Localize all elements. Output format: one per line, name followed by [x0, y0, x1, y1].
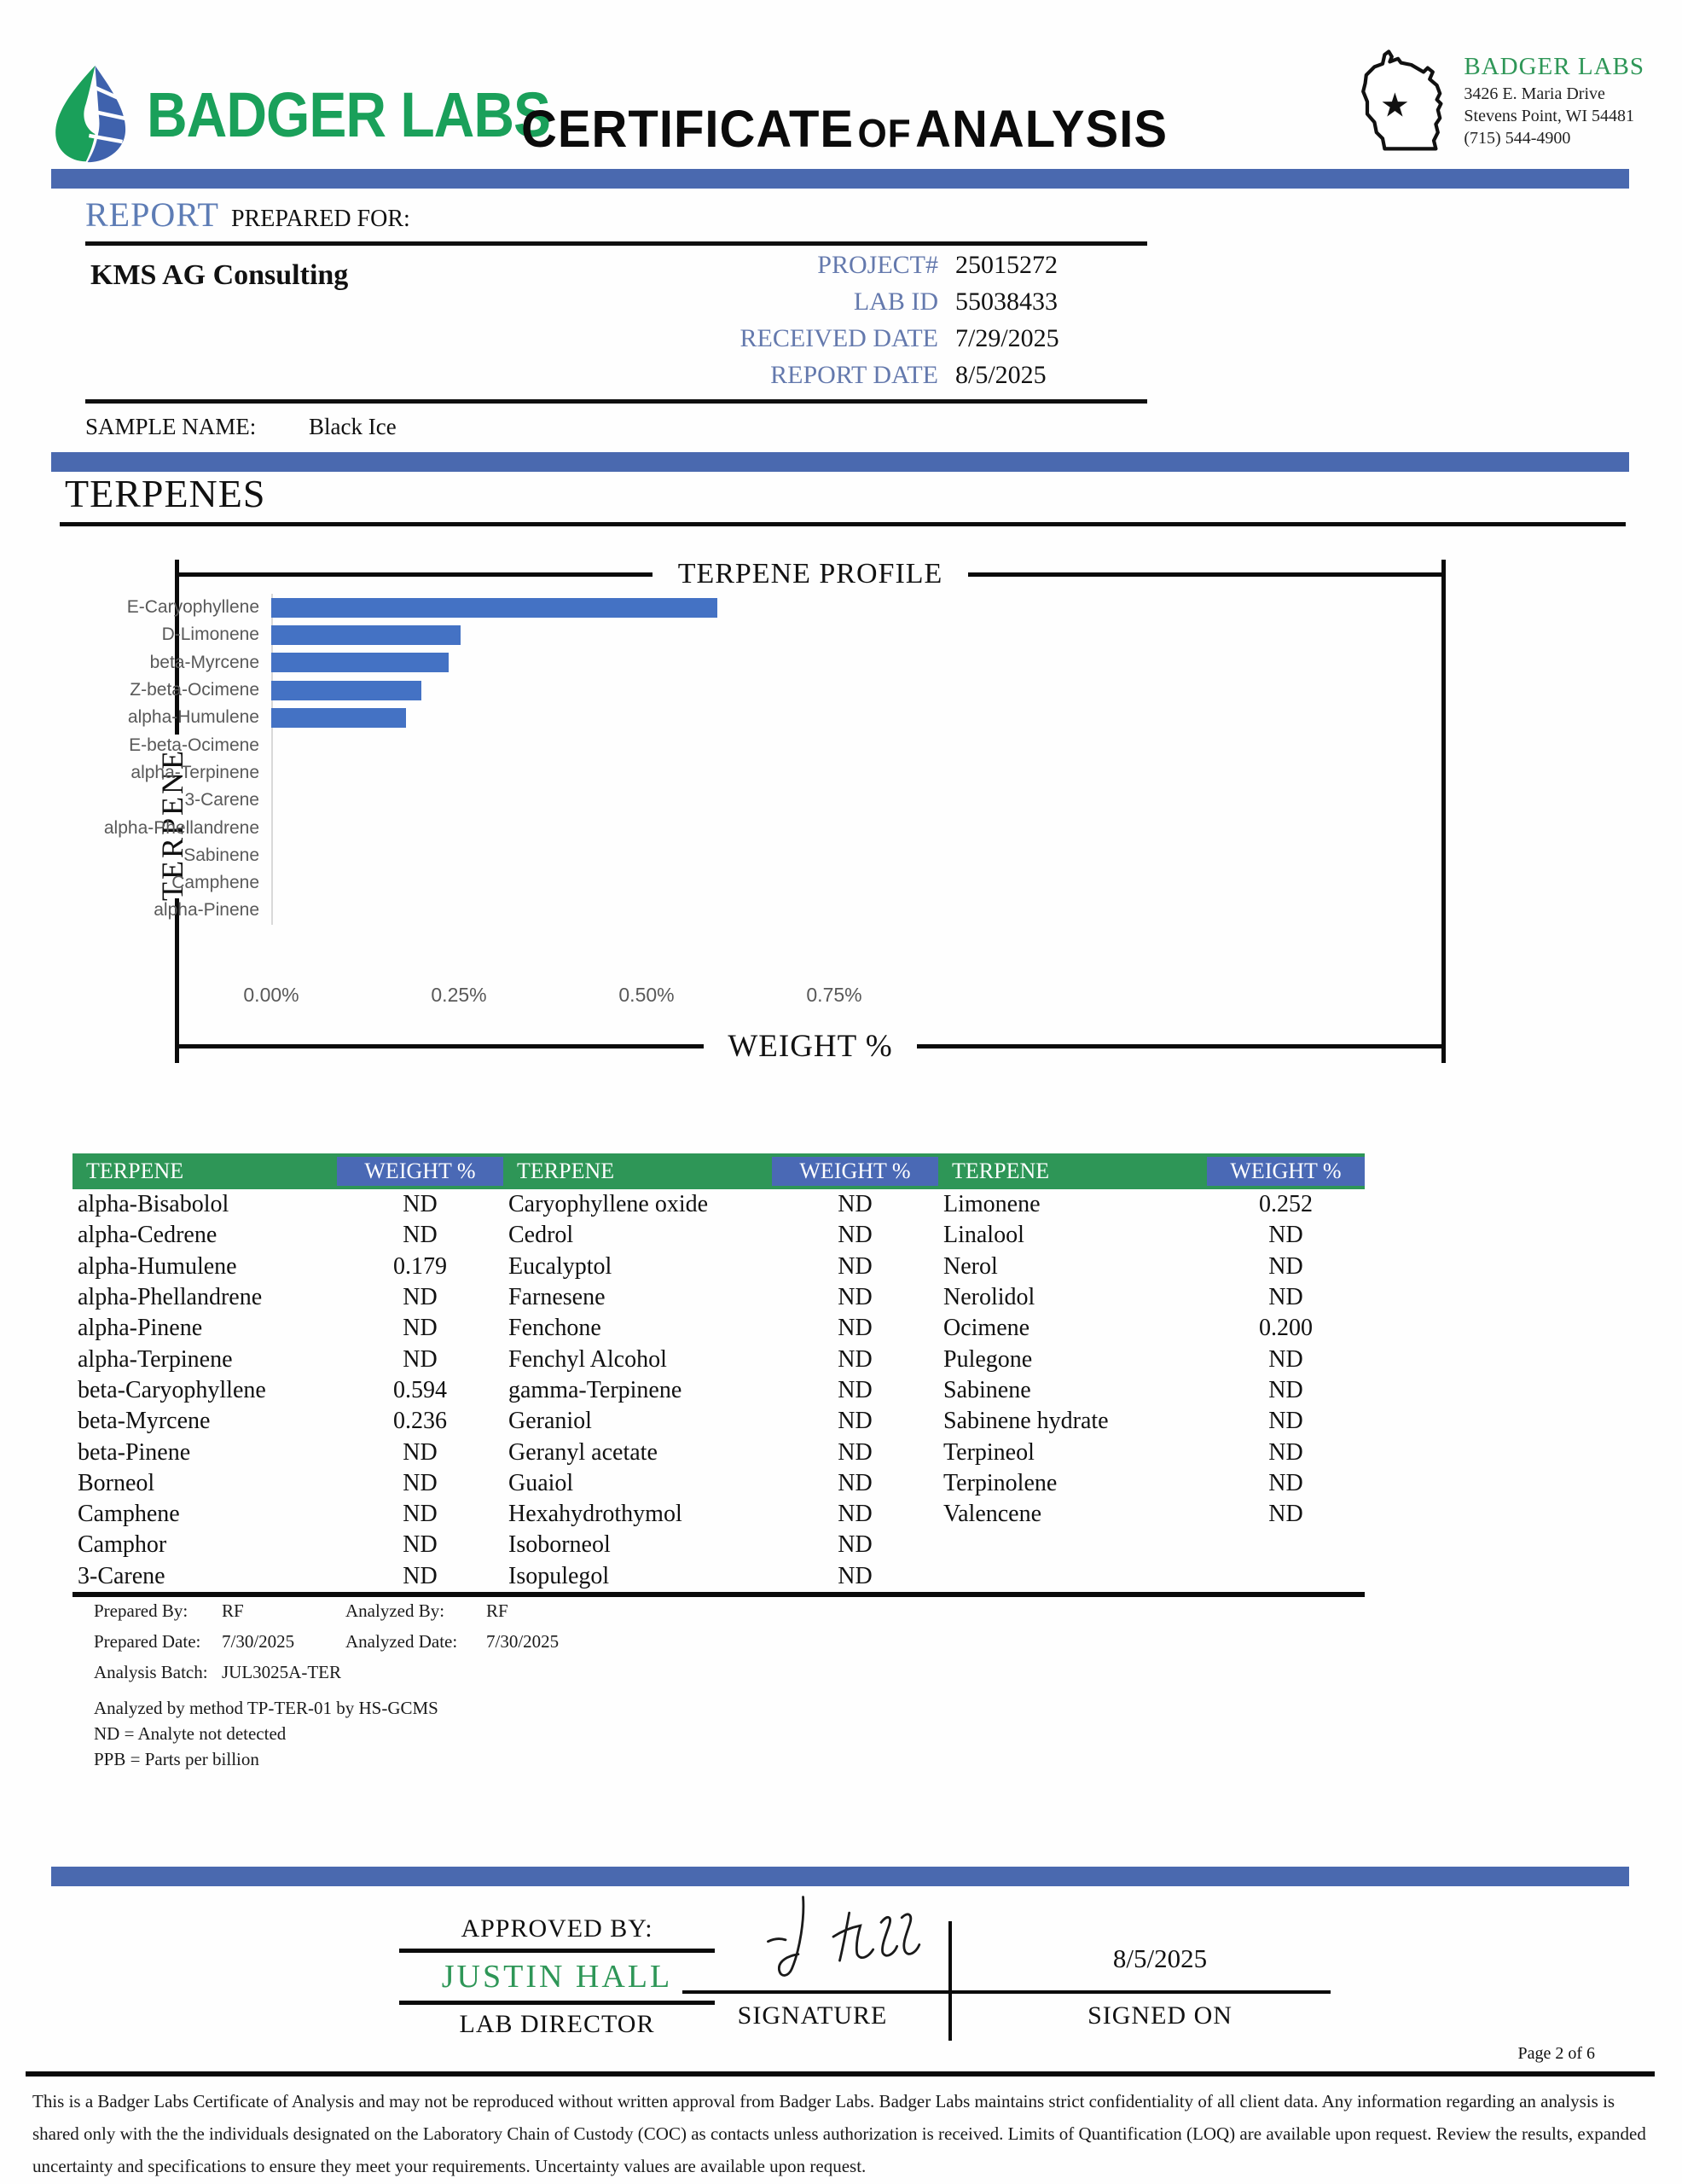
terpene-name-cell: gamma-Terpinene	[508, 1376, 682, 1403]
terpene-value-cell: ND	[838, 1284, 873, 1311]
terpene-value-cell: 0.594	[393, 1376, 447, 1403]
terpene-value-cell: ND	[1268, 1222, 1303, 1249]
table-header-terpene: TERPENE	[517, 1159, 615, 1183]
report-field-value: 8/5/2025	[955, 361, 1047, 389]
lab-address-line2: Stevens Point, WI 54481	[1464, 107, 1635, 125]
x-tick-label: 0.50%	[618, 984, 675, 1006]
approver-title: LAB DIRECTOR	[459, 2010, 655, 2038]
terpene-name-cell: Fenchone	[508, 1315, 601, 1342]
terpene-value-cell: 0.200	[1259, 1315, 1313, 1342]
report-field-row	[648, 251, 1147, 288]
terpene-value-cell: ND	[403, 1438, 438, 1466]
table-row	[72, 1406, 1365, 1437]
terpene-name-cell: alpha-Pinene	[78, 1315, 203, 1342]
terpene-value-cell: ND	[1268, 1501, 1303, 1528]
table-row	[72, 1468, 1365, 1499]
chart-bar	[271, 681, 421, 700]
terpene-name-cell: Geranyl acetate	[508, 1438, 658, 1466]
terpene-name-cell: Caryophyllene oxide	[508, 1191, 709, 1218]
chart-bar	[271, 625, 461, 645]
chart-category-label: alpha-Humulene	[127, 707, 259, 728]
chart-x-axis-ticks	[243, 984, 1124, 1009]
terpene-name-cell: Terpineol	[943, 1438, 1035, 1466]
disclaimer-text: This is a Badger Labs Certificate of Analysis and may not be reproduced without written approval from Badger Labs. Badger Labs maintains strict confidentiality of all client data. Any information regarding an analysis is shared only with the the individuals designated on the Laboratory Chain of Custody (COC) as contacts unless authorization is received. Limits of Quantification (LOQ) are available upon request. Review the results, expanded uncertainty and specifications to ensure they meet your requirements. Uncertainty values are available upon request.	[32, 2091, 1646, 2176]
section-title: TERPENES	[65, 472, 266, 515]
prepared-by-value: RF	[222, 1600, 244, 1621]
terpene-value-cell: ND	[1268, 1376, 1303, 1403]
signed-on-label: SIGNED ON	[1088, 2001, 1232, 2030]
nd-note: ND = Analyte not detected	[94, 1723, 287, 1744]
terpene-profile-chart	[103, 553, 1446, 1065]
chart-row	[127, 704, 1279, 731]
terpene-name-cell: alpha-Humulene	[78, 1252, 237, 1280]
terpene-value-cell: ND	[838, 1315, 873, 1342]
terpene-value-cell: ND	[838, 1531, 873, 1559]
chart-title: TERPENE PROFILE	[677, 558, 943, 590]
report-field-label: RECEIVED DATE	[740, 324, 938, 352]
analyzed-date-value: 7/30/2025	[486, 1631, 560, 1652]
chart-right-border	[1441, 560, 1446, 1063]
chart-category-label: Camphene	[171, 873, 259, 893]
terpene-name-cell: Nerol	[943, 1252, 998, 1280]
table-bottom-border	[72, 1592, 1365, 1597]
report-field-label: LAB ID	[853, 288, 938, 316]
table-header-terpene: TERPENE	[952, 1159, 1050, 1183]
table-header-weight: WEIGHT %	[772, 1157, 938, 1186]
table-header-terpene: TERPENE	[86, 1159, 184, 1183]
terpene-name-cell: Borneol	[78, 1469, 155, 1496]
section-divider-band	[51, 452, 1629, 472]
terpene-value-cell: ND	[403, 1345, 438, 1373]
wisconsin-map-icon	[1351, 44, 1455, 157]
sample-name-label: SAMPLE NAME:	[85, 414, 257, 439]
report-field-row	[648, 288, 1147, 324]
page-number: Page 2 of 6	[1517, 2044, 1595, 2063]
chart-category-label: Z-beta-Ocimene	[130, 680, 259, 700]
terpene-value-cell: 0.179	[393, 1252, 447, 1280]
chart-row	[161, 621, 1279, 648]
terpene-name-cell: Hexahydrothymol	[508, 1501, 682, 1528]
terpene-value-cell: ND	[403, 1501, 438, 1528]
terpene-results-table	[72, 1153, 1365, 1597]
lab-address-line1: 3426 E. Maria Drive	[1464, 84, 1605, 103]
terpene-value-cell: ND	[838, 1501, 873, 1528]
chart-category-label: D-Limonene	[161, 624, 259, 645]
report-info-section	[85, 195, 1147, 440]
title-word-of: OF	[857, 112, 912, 156]
terpene-value-cell: ND	[1268, 1345, 1303, 1373]
terpene-value-cell: ND	[1268, 1284, 1303, 1311]
chart-category-label: alpha-Pinene	[154, 900, 259, 921]
table-row	[72, 1282, 1365, 1313]
chart-category-label: alpha-Phellandrene	[103, 817, 259, 838]
report-field-row	[648, 324, 1147, 361]
leaf-logo-icon	[49, 61, 133, 167]
chart-category-label: alpha-Terpinene	[130, 762, 259, 782]
x-tick-label: 0.75%	[806, 984, 862, 1006]
client-name: KMS AG Consulting	[90, 259, 349, 291]
chart-row	[130, 759, 1279, 787]
terpene-name-cell: Nerolidol	[943, 1284, 1035, 1311]
report-field-label: PROJECT#	[817, 251, 938, 279]
analysis-batch-label: Analysis Batch:	[94, 1662, 208, 1682]
terpene-name-cell: Valencene	[943, 1501, 1042, 1528]
analyzed-by-value: RF	[486, 1600, 508, 1621]
terpene-name-cell: Isopulegol	[508, 1562, 610, 1589]
terpene-value-cell: ND	[838, 1345, 873, 1373]
chart-category-label: Sabinene	[183, 845, 259, 865]
terpene-value-cell: ND	[403, 1531, 438, 1559]
terpene-name-cell: Guaiol	[508, 1469, 574, 1496]
table-row	[72, 1499, 1365, 1530]
terpene-name-cell: 3-Carene	[78, 1562, 165, 1589]
title-word-analysis: ANALYSIS	[915, 100, 1169, 159]
terpene-name-cell: Camphor	[78, 1531, 167, 1559]
terpene-name-cell: Eucalyptol	[508, 1252, 612, 1280]
terpene-name-cell: Fenchyl Alcohol	[508, 1345, 667, 1373]
chart-row	[154, 897, 1279, 924]
report-heading	[85, 195, 1147, 246]
terpene-value-cell: ND	[838, 1191, 873, 1218]
chart-top-border	[175, 558, 1446, 590]
chart-x-axis-label: WEIGHT %	[728, 1029, 893, 1064]
approver-name: JUSTIN HALL	[441, 1959, 673, 1995]
sample-name-row	[85, 414, 1147, 440]
prepared-date-label: Prepared Date:	[94, 1631, 201, 1652]
signature-image	[721, 1891, 994, 1986]
report-field-value: 7/29/2025	[955, 324, 1059, 352]
terpene-value-cell: ND	[838, 1469, 873, 1496]
section-title-underline	[60, 522, 1626, 526]
terpene-value-cell: 0.252	[1259, 1191, 1313, 1218]
terpene-value-cell: 0.236	[393, 1408, 447, 1435]
lab-phone: (715) 544-4900	[1464, 129, 1571, 148]
report-heading-rest: PREPARED FOR:	[230, 206, 410, 232]
terpene-value-cell: ND	[838, 1222, 873, 1249]
terpene-value-cell: ND	[838, 1408, 873, 1435]
chart-y-axis-label: TERPENE	[155, 748, 189, 901]
table-row	[72, 1437, 1365, 1467]
table-row	[72, 1313, 1365, 1344]
signature-line	[682, 1990, 1331, 1994]
approved-by-block	[399, 1914, 715, 2039]
terpene-name-cell: beta-Pinene	[78, 1438, 191, 1466]
terpene-name-cell: Sabinene	[943, 1376, 1031, 1403]
terpene-name-cell: Cedrol	[508, 1222, 574, 1249]
chart-row	[126, 594, 1279, 621]
x-tick-label: 0.25%	[431, 984, 487, 1006]
terpene-value-cell: ND	[403, 1191, 438, 1218]
terpene-name-cell: beta-Myrcene	[78, 1408, 211, 1435]
terpene-name-cell: alpha-Cedrene	[78, 1222, 218, 1249]
signature-divider	[948, 1921, 952, 2041]
title-word-certificate: CERTIFICATE	[520, 100, 855, 159]
terpene-value-cell: ND	[403, 1562, 438, 1589]
method-note: Analyzed by method TP-TER-01 by HS-GCMS	[94, 1698, 438, 1718]
report-heading-main: REPORT	[85, 195, 219, 234]
analysis-notes	[94, 1600, 657, 1772]
table-header-weight: WEIGHT %	[1207, 1157, 1365, 1186]
table-row	[72, 1530, 1365, 1560]
signature-label: SIGNATURE	[737, 2001, 888, 2030]
chart-bar	[271, 598, 717, 618]
terpene-name-cell: Terpinolene	[943, 1469, 1058, 1496]
logo-brand-text: BADGER LABS	[147, 78, 551, 150]
terpene-name-cell: Sabinene hydrate	[943, 1408, 1109, 1435]
prepared-date-value: 7/30/2025	[222, 1631, 295, 1652]
terpene-name-cell: alpha-Phellandrene	[78, 1284, 263, 1311]
terpene-name-cell: Farnesene	[508, 1284, 606, 1311]
terpene-name-cell: Camphene	[78, 1501, 180, 1528]
table-row	[72, 1344, 1365, 1374]
x-tick-label: 0.00%	[243, 984, 299, 1006]
terpene-value-cell: ND	[838, 1252, 873, 1280]
sample-name-value: Black Ice	[309, 414, 397, 439]
terpene-name-cell: Isoborneol	[508, 1531, 611, 1559]
chart-row	[184, 787, 1279, 814]
terpene-name-cell: beta-Caryophyllene	[78, 1376, 266, 1403]
report-field-label: REPORT DATE	[770, 361, 938, 389]
terpene-value-cell: ND	[838, 1438, 873, 1466]
chart-row	[129, 731, 1279, 758]
table-row	[72, 1220, 1365, 1251]
terpene-value-cell: ND	[403, 1469, 438, 1496]
lab-address-card	[1351, 44, 1644, 157]
chart-row	[171, 869, 1279, 897]
terpene-value-cell: ND	[403, 1315, 438, 1342]
terpene-value-cell: ND	[403, 1284, 438, 1311]
prepared-by-label: Prepared By:	[94, 1600, 188, 1621]
chart-row	[183, 842, 1279, 869]
page-title	[461, 99, 1228, 159]
chart-category-label: beta-Myrcene	[149, 652, 259, 672]
chart-row	[103, 814, 1279, 841]
header-divider-band	[51, 169, 1629, 189]
lab-name: BADGER LABS	[1464, 53, 1644, 80]
footer-rule	[26, 2071, 1655, 2077]
report-divider-line	[85, 399, 1147, 404]
ppb-note: PPB = Parts per billion	[94, 1749, 259, 1769]
report-fields	[648, 251, 1147, 398]
report-field-value: 55038433	[955, 288, 1058, 316]
terpene-value-cell: ND	[838, 1562, 873, 1589]
table-header-row	[72, 1153, 1365, 1189]
chart-row	[130, 677, 1279, 704]
chart-category-label: E-beta-Ocimene	[129, 735, 259, 755]
signed-on-date: 8/5/2025	[1112, 1943, 1208, 1973]
terpene-name-cell: Limonene	[943, 1191, 1041, 1218]
chart-category-label: 3-Carene	[184, 790, 259, 810]
table-row	[72, 1561, 1365, 1592]
table-row	[72, 1189, 1365, 1220]
terpene-value-cell: ND	[1268, 1408, 1303, 1435]
terpene-name-cell: Ocimene	[943, 1315, 1030, 1342]
approved-by-label: APPROVED BY:	[461, 1914, 653, 1943]
report-field-row	[648, 361, 1147, 398]
table-header-weight: WEIGHT %	[337, 1157, 503, 1186]
chart-category-label: E-Caryophyllene	[126, 597, 259, 618]
terpene-value-cell: ND	[1268, 1469, 1303, 1496]
terpene-name-cell: Pulegone	[943, 1345, 1033, 1373]
chart-row	[149, 649, 1279, 677]
chart-bar	[271, 708, 406, 728]
terpene-value-cell: ND	[838, 1376, 873, 1403]
analysis-batch-value: JUL3025A-TER	[222, 1662, 341, 1682]
analyzed-by-label: Analyzed By:	[345, 1600, 445, 1621]
chart-bottom-border	[175, 1028, 1446, 1065]
terpene-value-cell: ND	[1268, 1252, 1303, 1280]
terpene-value-cell: ND	[403, 1222, 438, 1249]
report-field-value: 25015272	[955, 251, 1058, 279]
analyzed-date-label: Analyzed Date:	[345, 1631, 458, 1652]
table-row	[72, 1252, 1365, 1282]
terpene-name-cell: Geraniol	[508, 1408, 592, 1435]
table-body	[72, 1189, 1365, 1592]
table-row	[72, 1375, 1365, 1406]
terpene-name-cell: alpha-Bisabolol	[78, 1191, 229, 1218]
terpene-name-cell: alpha-Terpinene	[78, 1345, 233, 1373]
terpene-value-cell: ND	[1268, 1438, 1303, 1466]
chart-bar	[271, 653, 449, 672]
terpene-name-cell: Linalool	[943, 1222, 1024, 1249]
footer-divider-band	[51, 1867, 1629, 1886]
